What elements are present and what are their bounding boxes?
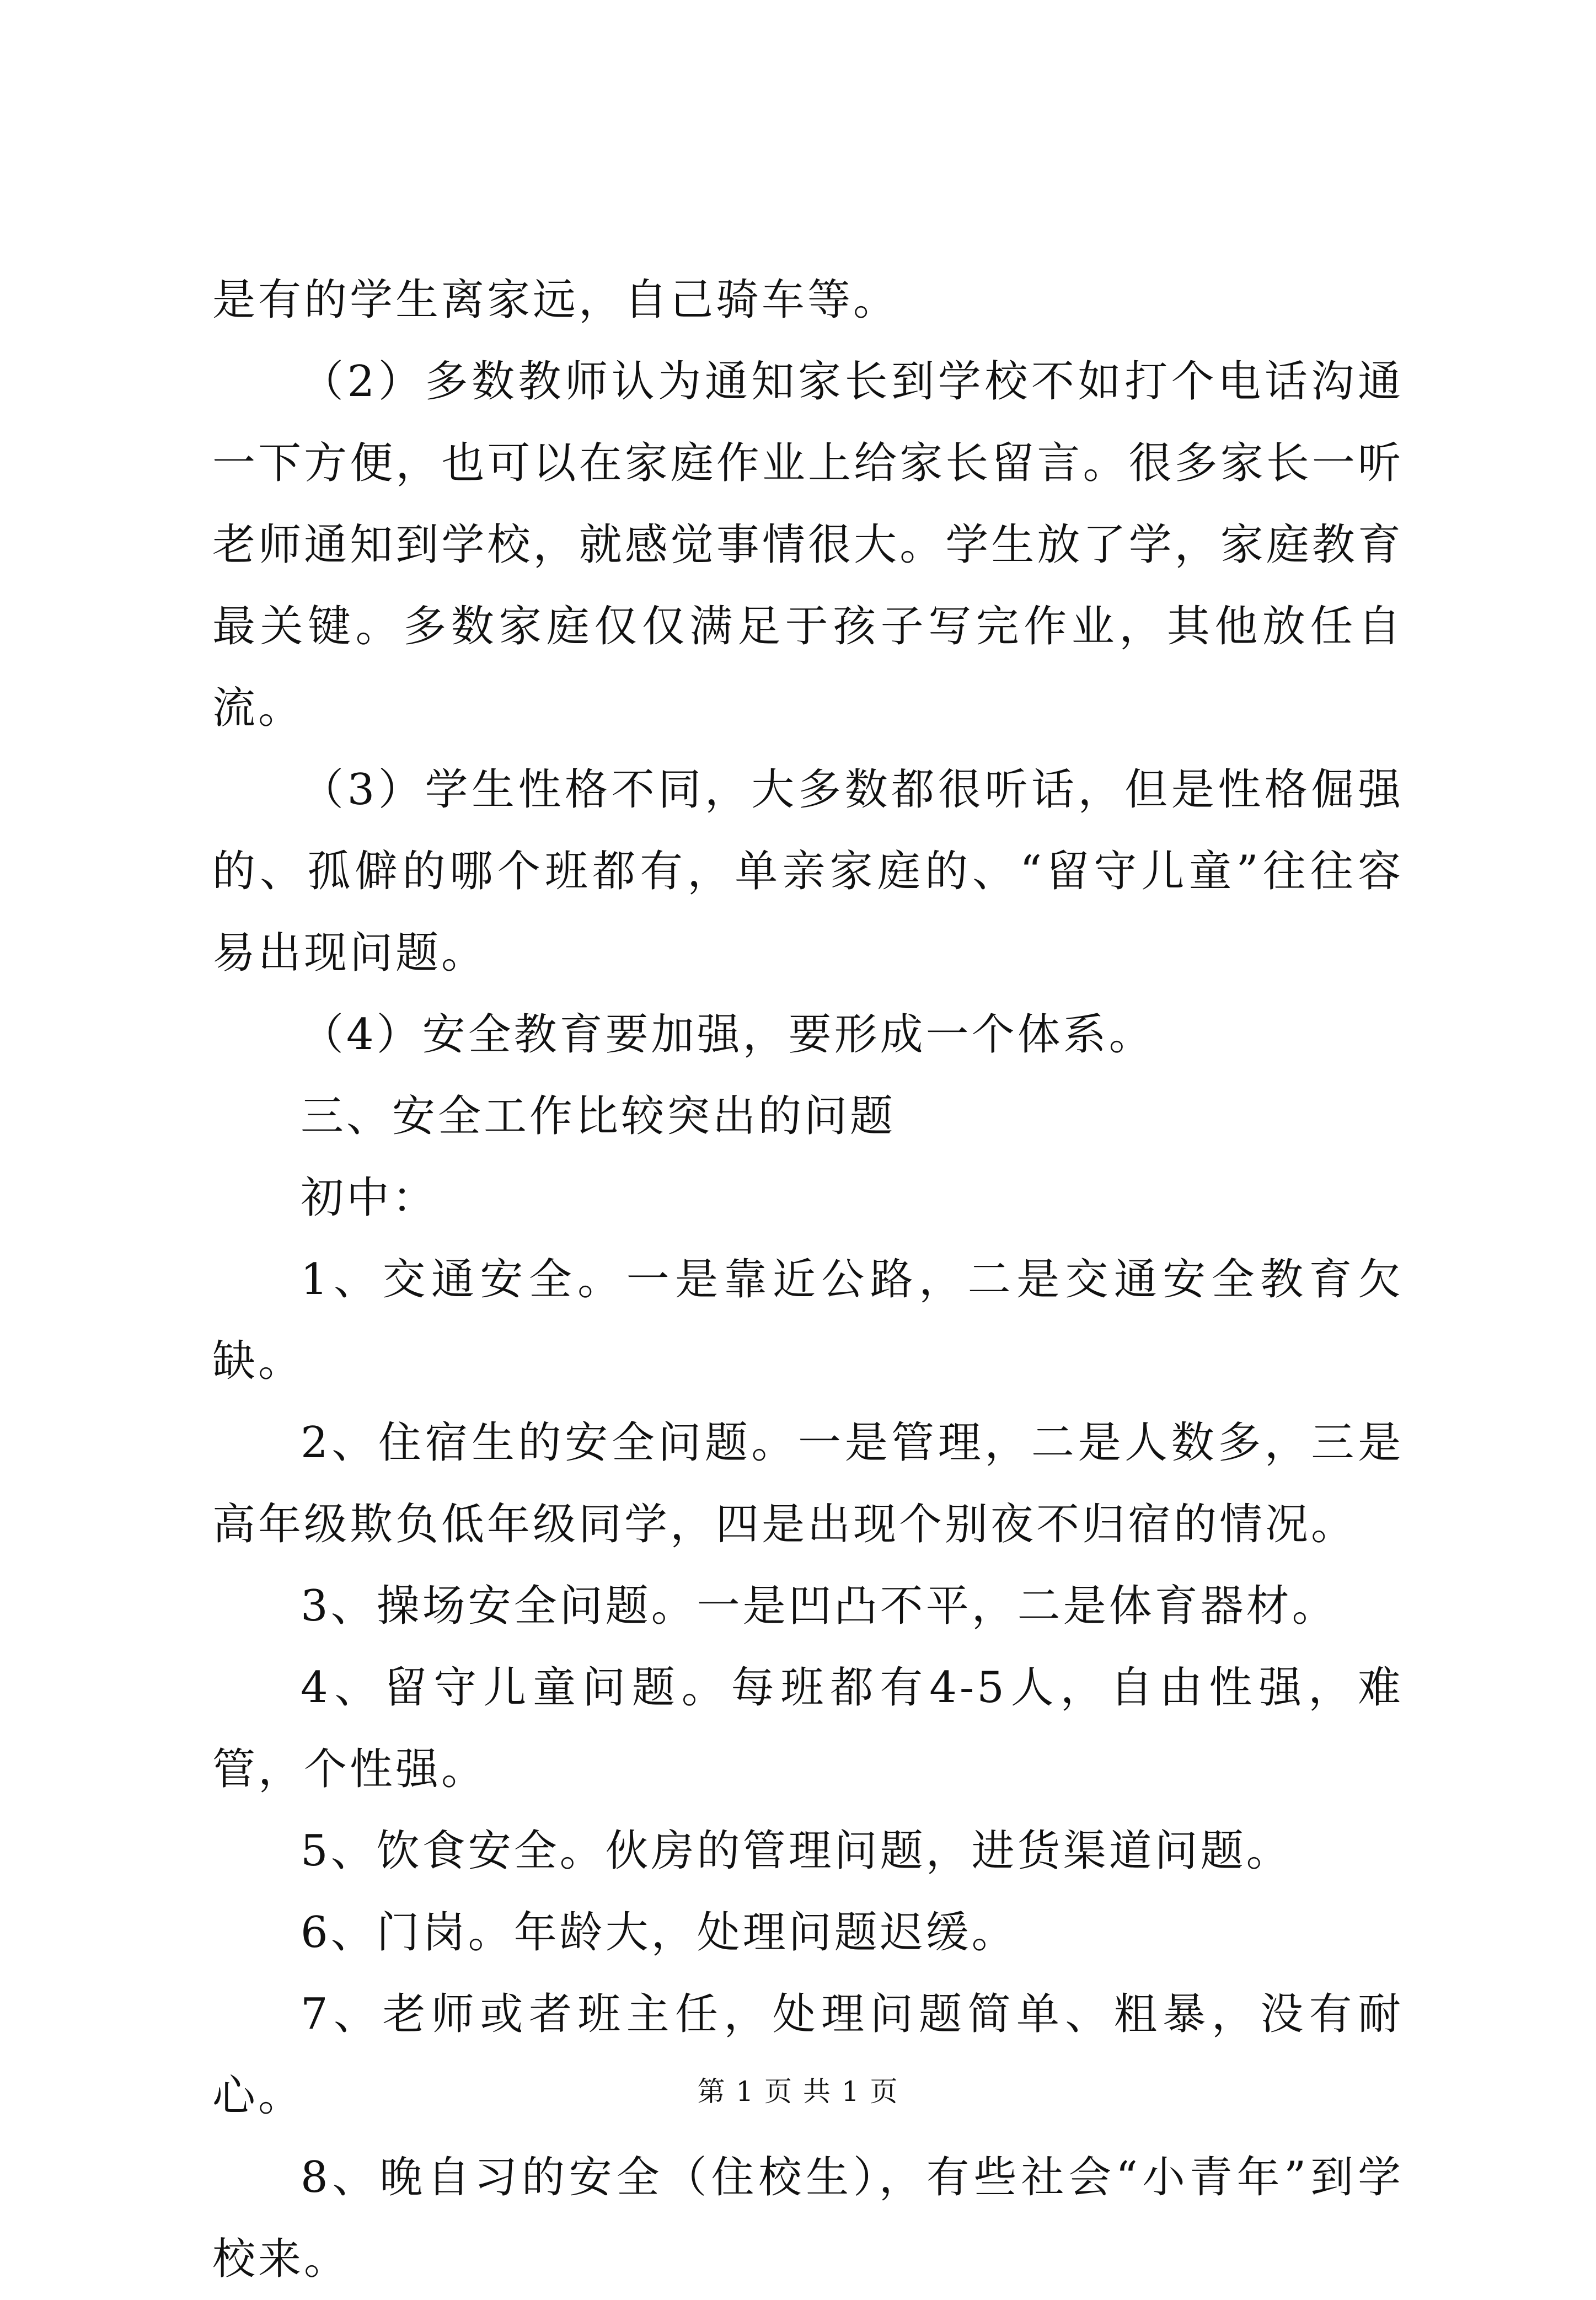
paragraph-continuation: 是有的学生离家远，自己骑车等。 <box>212 275 899 325</box>
list-item-5: 5、饮食安全。伙房的管理问题，进货渠道问题。 <box>301 1826 1292 1876</box>
document-body <box>212 259 1404 2300</box>
list-item-1: 1、交通安全。一是靠近公路，二是交通安全教育欠缺。 <box>212 1255 1404 1386</box>
list-item-7: 7、老师或者班主任，处理问题简单、粗暴，没有耐心。 <box>212 1989 1404 2121</box>
section-heading: 三、安全工作比较突出的问题 <box>301 1092 896 1141</box>
page-footer: 第 1 页 共 1 页 <box>697 2076 899 2108</box>
list-item-6: 6、门岗。年龄大，处理问题迟缓。 <box>301 1908 1017 1957</box>
list-item-2: 2、住宿生的安全问题。一是管理，二是人数多，三是高年级欺负低年级同学，四是出现个别夜不归宿的情况。 <box>212 1418 1404 1549</box>
list-item-4: 4、留守儿童问题。每班都有4-5人，自由性强，难管，个性强。 <box>212 1663 1404 1794</box>
paragraph-item-4: （4）安全教育要加强，要形成一个体系。 <box>301 1010 1155 1060</box>
list-item-3: 3、操场安全问题。一是凹凸不平，二是体育器材。 <box>301 1581 1338 1631</box>
paragraph-item-2: （2）多数教师认为通知家长到学校不如打个电话沟通一下方便，也可以在家庭作业上给家长留言。很多家长一听老师通知到学校，就感觉事情很大。学生放了学，家庭教育最关键。多数家庭仅仅满足于孩子写完作业，其他放任自流。 <box>212 357 1404 733</box>
paragraph-item-3: （3）学生性格不同，大多数都很听话，但是性格倔强的、孤僻的哪个班都有，单亲家庭的、“留守儿童”往往容易出现问题。 <box>212 765 1404 978</box>
list-item-8: 8、晚自习的安全（住校生），有些社会“小青年”到学校来。 <box>212 2153 1404 2284</box>
subsection-label: 初中： <box>301 1173 438 1223</box>
